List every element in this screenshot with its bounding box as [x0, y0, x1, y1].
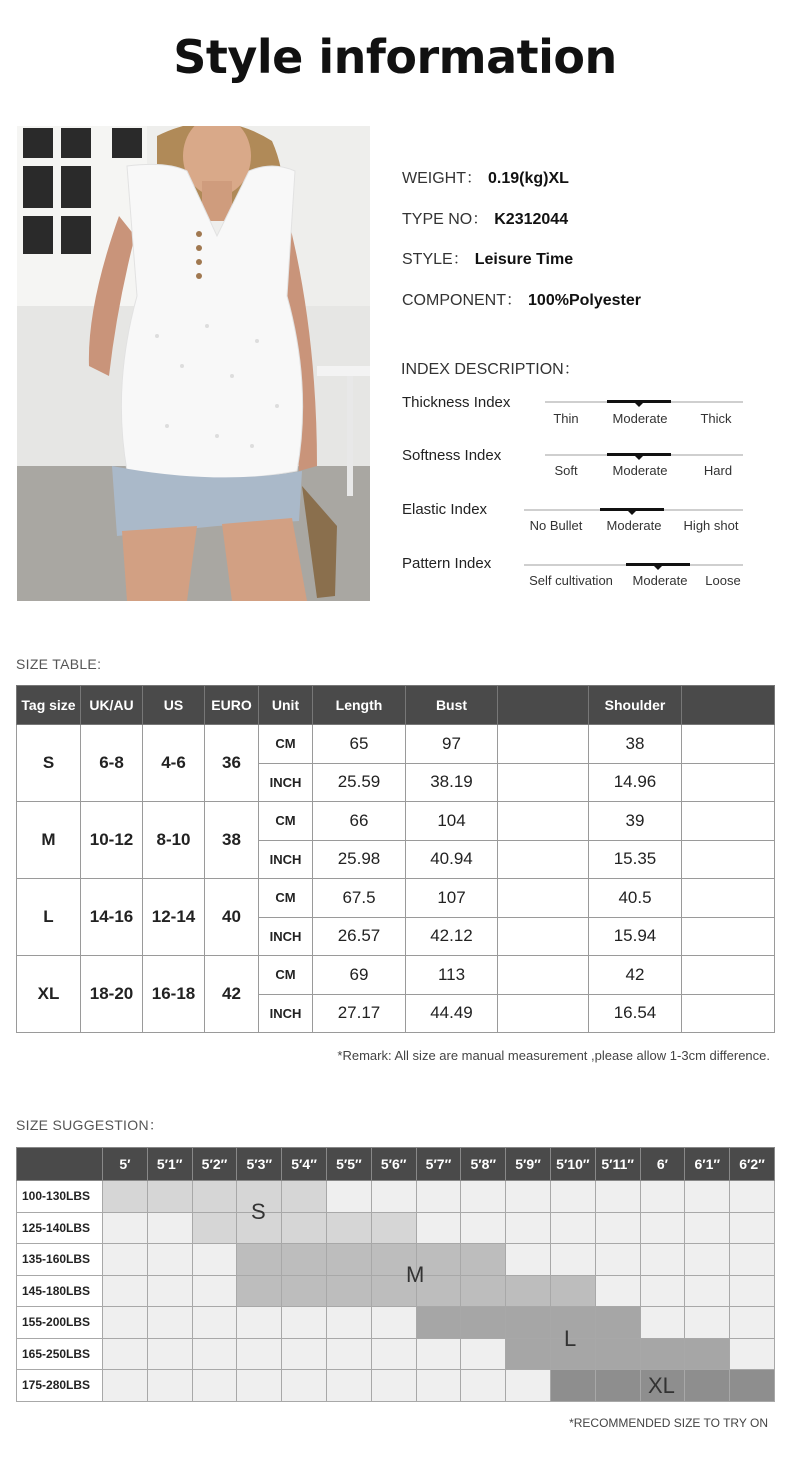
empty-cell — [147, 1212, 192, 1244]
empty-cell — [682, 956, 775, 995]
empty-cell — [498, 763, 589, 802]
pattern-label-self-cultivation: Self cultivation — [529, 573, 613, 588]
header-bust: Bust — [406, 686, 498, 725]
size-zone-l-cell — [506, 1338, 551, 1370]
type-no-value: K2312044 — [494, 211, 569, 228]
unit-cell: INCH — [259, 994, 313, 1033]
empty-cell — [326, 1181, 371, 1213]
empty-cell — [147, 1244, 192, 1276]
empty-cell — [147, 1338, 192, 1370]
empty-cell — [416, 1338, 461, 1370]
size-zone-m-cell — [282, 1244, 327, 1276]
header-corner — [17, 1148, 103, 1181]
header-empty-2 — [682, 686, 775, 725]
empty-cell — [640, 1307, 685, 1339]
empty-cell — [685, 1307, 730, 1339]
softness-label-hard: Hard — [703, 463, 733, 478]
empty-cell — [640, 1212, 685, 1244]
softness-index-name: Softness Index — [402, 447, 502, 464]
table-row — [17, 1338, 775, 1370]
size-zone-s-cell — [103, 1181, 148, 1213]
empty-cell — [103, 1244, 148, 1276]
size-zone-l-cell — [416, 1307, 461, 1339]
size-zone-m-cell — [326, 1275, 371, 1307]
table-row — [17, 1212, 775, 1244]
bust-cell: 40.94 — [406, 840, 498, 879]
elastic-label-no-bullet: No Bullet — [529, 518, 583, 533]
weight-label: 165-250LBS — [17, 1338, 103, 1370]
empty-cell — [730, 1338, 775, 1370]
weight-label: WEIGHT： — [402, 170, 482, 187]
empty-cell — [685, 1181, 730, 1213]
size-table — [16, 685, 775, 1033]
empty-cell — [498, 802, 589, 841]
length-cell: 66 — [313, 802, 406, 841]
pattern-label-moderate: Moderate — [632, 573, 688, 588]
thickness-index-name: Thickness Index — [402, 394, 511, 411]
empty-cell — [237, 1338, 282, 1370]
size-zone-s-cell — [326, 1212, 371, 1244]
length-cell: 69 — [313, 956, 406, 995]
empty-cell — [416, 1212, 461, 1244]
us-cell: 4-6 — [143, 725, 205, 802]
unit-cell: CM — [259, 956, 313, 995]
empty-cell — [147, 1275, 192, 1307]
header-shoulder: Shoulder — [589, 686, 682, 725]
shoulder-cell: 39 — [589, 802, 682, 841]
empty-cell — [682, 802, 775, 841]
size-zone-m-cell — [461, 1275, 506, 1307]
style-line — [402, 246, 573, 269]
euro-cell: 40 — [205, 879, 259, 956]
page-title: Style information — [173, 30, 617, 84]
unit-cell: INCH — [259, 917, 313, 956]
empty-cell — [326, 1307, 371, 1339]
shoulder-cell: 15.94 — [589, 917, 682, 956]
empty-cell — [595, 1212, 640, 1244]
length-cell: 67.5 — [313, 879, 406, 918]
size-table-header — [17, 686, 775, 725]
size-zone-s-cell — [192, 1212, 237, 1244]
empty-cell — [730, 1244, 775, 1276]
empty-cell — [506, 1181, 551, 1213]
unit-cell: CM — [259, 802, 313, 841]
unit-cell: INCH — [259, 840, 313, 879]
empty-cell — [640, 1275, 685, 1307]
empty-cell — [282, 1307, 327, 1339]
weight-line — [402, 165, 569, 188]
height-header: 5′2″ — [192, 1148, 237, 1181]
height-header: 5′4″ — [282, 1148, 327, 1181]
length-cell: 27.17 — [313, 994, 406, 1033]
empty-cell — [682, 879, 775, 918]
unit-cell: INCH — [259, 763, 313, 802]
thickness-label-moderate: Moderate — [612, 411, 668, 426]
measurement-remark: *Remark: All size are manual measurement ,please allow 1-3cm difference. — [337, 1048, 770, 1063]
header-empty-1 — [498, 686, 589, 725]
height-header: 6′1″ — [685, 1148, 730, 1181]
weight-label: 135-160LBS — [17, 1244, 103, 1276]
header-uk-au: UK/AU — [81, 686, 143, 725]
empty-cell — [416, 1370, 461, 1402]
empty-cell — [730, 1181, 775, 1213]
size-zone-m-cell — [506, 1275, 551, 1307]
softness-index-marker — [635, 456, 643, 460]
empty-cell — [103, 1370, 148, 1402]
size-zone-l-cell — [506, 1307, 551, 1339]
thickness-index-marker — [635, 403, 643, 407]
euro-cell: 38 — [205, 802, 259, 879]
us-cell: 8-10 — [143, 802, 205, 879]
pattern-index-name: Pattern Index — [402, 555, 492, 572]
model-illustration — [17, 126, 370, 601]
table-row — [17, 1244, 775, 1276]
uk-cell: 18-20 — [81, 956, 143, 1033]
height-header: 5′1″ — [147, 1148, 192, 1181]
size-zone-l-cell — [685, 1338, 730, 1370]
height-header: 5′8″ — [461, 1148, 506, 1181]
empty-cell — [461, 1212, 506, 1244]
size-zone-s-cell — [282, 1181, 327, 1213]
component-line — [402, 287, 641, 310]
empty-cell — [506, 1212, 551, 1244]
header-tag-size: Tag size — [17, 686, 81, 725]
empty-cell — [461, 1181, 506, 1213]
height-header: 5′7″ — [416, 1148, 461, 1181]
product-photo — [17, 126, 370, 601]
weight-label: 175-280LBS — [17, 1370, 103, 1402]
empty-cell — [498, 725, 589, 764]
weight-label: 155-200LBS — [17, 1307, 103, 1339]
table-row — [17, 1307, 775, 1339]
size-zone-s-cell — [282, 1212, 327, 1244]
height-header: 5′9″ — [506, 1148, 551, 1181]
weight-label: 145-180LBS — [17, 1275, 103, 1307]
thickness-label-thick: Thick — [700, 411, 732, 426]
zone-label-s: S — [251, 1199, 266, 1224]
euro-cell: 36 — [205, 725, 259, 802]
elastic-index-name: Elastic Index — [402, 501, 488, 518]
empty-cell — [498, 994, 589, 1033]
header-euro: EURO — [205, 686, 259, 725]
pattern-index-bar — [524, 564, 743, 566]
empty-cell — [595, 1244, 640, 1276]
size-zone-m-cell — [326, 1244, 371, 1276]
weight-value: 0.19(kg)XL — [488, 170, 569, 187]
style-value: Leisure Time — [474, 251, 574, 268]
unit-cell: CM — [259, 725, 313, 764]
empty-cell — [282, 1370, 327, 1402]
empty-cell — [685, 1244, 730, 1276]
empty-cell — [640, 1181, 685, 1213]
index-description-title: INDEX DESCRIPTION： — [401, 361, 580, 378]
empty-cell — [192, 1244, 237, 1276]
empty-cell — [103, 1338, 148, 1370]
empty-cell — [103, 1212, 148, 1244]
size-suggestion-table — [16, 1147, 775, 1402]
empty-cell — [682, 763, 775, 802]
softness-label-soft: Soft — [554, 463, 578, 478]
table-row — [17, 725, 775, 764]
empty-cell — [371, 1181, 416, 1213]
bust-cell: 107 — [406, 879, 498, 918]
size-zone-s-cell — [147, 1181, 192, 1213]
pattern-label-loose: Loose — [705, 573, 741, 588]
table-row — [17, 956, 775, 995]
size-zone-m-cell — [461, 1244, 506, 1276]
thickness-index-bar — [545, 401, 743, 403]
empty-cell — [416, 1181, 461, 1213]
table-row — [17, 1275, 775, 1307]
recommend-note: *RECOMMENDED SIZE TO TRY ON — [569, 1416, 768, 1430]
empty-cell — [192, 1307, 237, 1339]
softness-index-bar — [545, 454, 743, 456]
empty-cell — [550, 1212, 595, 1244]
empty-cell — [682, 917, 775, 956]
table-row — [17, 1181, 775, 1213]
size-zone-s-cell — [192, 1181, 237, 1213]
length-cell: 25.98 — [313, 840, 406, 879]
size-zone-xl-cell — [685, 1370, 730, 1402]
height-header: 5′6″ — [371, 1148, 416, 1181]
empty-cell — [550, 1244, 595, 1276]
size-table-label: SIZE TABLE: — [16, 656, 102, 672]
header-length: Length — [313, 686, 406, 725]
empty-cell — [326, 1338, 371, 1370]
zone-label-l: L — [564, 1326, 577, 1351]
empty-cell — [498, 840, 589, 879]
empty-cell — [506, 1370, 551, 1402]
height-header: 5′5″ — [326, 1148, 371, 1181]
empty-cell — [506, 1244, 551, 1276]
empty-cell — [371, 1307, 416, 1339]
empty-cell — [595, 1275, 640, 1307]
shoulder-cell: 15.35 — [589, 840, 682, 879]
bust-cell: 97 — [406, 725, 498, 764]
empty-cell — [192, 1338, 237, 1370]
unit-cell: CM — [259, 879, 313, 918]
empty-cell — [498, 879, 589, 918]
size-zone-xl-cell — [730, 1370, 775, 1402]
empty-cell — [730, 1307, 775, 1339]
size-zone-l-cell — [595, 1338, 640, 1370]
empty-cell — [682, 725, 775, 764]
size-zone-m-cell — [282, 1275, 327, 1307]
empty-cell — [282, 1338, 327, 1370]
empty-cell — [326, 1370, 371, 1402]
tag-size-cell: XL — [17, 956, 81, 1033]
bust-cell: 104 — [406, 802, 498, 841]
type-no-line — [402, 206, 568, 229]
empty-cell — [371, 1370, 416, 1402]
empty-cell — [685, 1275, 730, 1307]
height-header: 5′10″ — [550, 1148, 595, 1181]
uk-cell: 6-8 — [81, 725, 143, 802]
bust-cell: 42.12 — [406, 917, 498, 956]
empty-cell — [550, 1181, 595, 1213]
height-header: 6′ — [640, 1148, 685, 1181]
height-header: 5′11″ — [595, 1148, 640, 1181]
tag-size-cell: S — [17, 725, 81, 802]
size-suggestion-label: SIZE SUGGESTION： — [16, 1117, 164, 1133]
style-label: STYLE： — [402, 251, 469, 268]
elastic-index-marker — [628, 511, 636, 515]
empty-cell — [371, 1338, 416, 1370]
weight-label: 125-140LBS — [17, 1212, 103, 1244]
size-zone-s-cell — [371, 1212, 416, 1244]
shoulder-cell: 40.5 — [589, 879, 682, 918]
type-no-label: TYPE NO： — [402, 211, 489, 228]
size-zone-m-cell — [550, 1275, 595, 1307]
us-cell: 16-18 — [143, 956, 205, 1033]
height-header: 5′3″ — [237, 1148, 282, 1181]
empty-cell — [461, 1338, 506, 1370]
size-zone-l-cell — [640, 1338, 685, 1370]
height-header: 5′ — [103, 1148, 148, 1181]
size-zone-m-cell — [237, 1275, 282, 1307]
softness-label-moderate: Moderate — [612, 463, 668, 478]
empty-cell — [103, 1275, 148, 1307]
size-zone-m-cell — [237, 1244, 282, 1276]
empty-cell — [730, 1275, 775, 1307]
empty-cell — [237, 1370, 282, 1402]
size-suggestion-header — [17, 1148, 775, 1181]
euro-cell: 42 — [205, 956, 259, 1033]
shoulder-cell: 14.96 — [589, 763, 682, 802]
pattern-index-marker — [654, 566, 662, 570]
component-label: COMPONENT： — [402, 292, 523, 309]
bust-cell: 38.19 — [406, 763, 498, 802]
size-zone-l-cell — [595, 1307, 640, 1339]
shoulder-cell: 42 — [589, 956, 682, 995]
size-zone-xl-cell — [595, 1370, 640, 1402]
empty-cell — [595, 1181, 640, 1213]
empty-cell — [682, 994, 775, 1033]
empty-cell — [498, 956, 589, 995]
weight-label: 100-130LBS — [17, 1181, 103, 1213]
zone-label-m: M — [406, 1262, 425, 1287]
empty-cell — [682, 840, 775, 879]
length-cell: 65 — [313, 725, 406, 764]
size-zone-xl-cell — [550, 1370, 595, 1402]
shoulder-cell: 38 — [589, 725, 682, 764]
shoulder-cell: 16.54 — [589, 994, 682, 1033]
empty-cell — [147, 1370, 192, 1402]
tag-size-cell: M — [17, 802, 81, 879]
length-cell: 26.57 — [313, 917, 406, 956]
bust-cell: 44.49 — [406, 994, 498, 1033]
empty-cell — [461, 1370, 506, 1402]
elastic-label-high-shot: High shot — [683, 518, 739, 533]
header-us: US — [143, 686, 205, 725]
empty-cell — [192, 1370, 237, 1402]
height-header: 6′2″ — [730, 1148, 775, 1181]
empty-cell — [640, 1244, 685, 1276]
uk-cell: 10-12 — [81, 802, 143, 879]
empty-cell — [498, 917, 589, 956]
elastic-index-bar — [524, 509, 743, 511]
us-cell: 12-14 — [143, 879, 205, 956]
zone-label-xl: XL — [648, 1373, 675, 1398]
bust-cell: 113 — [406, 956, 498, 995]
table-row — [17, 802, 775, 841]
uk-cell: 14-16 — [81, 879, 143, 956]
component-value: 100%Polyester — [528, 292, 641, 309]
empty-cell — [192, 1275, 237, 1307]
empty-cell — [730, 1212, 775, 1244]
table-row — [17, 879, 775, 918]
empty-cell — [103, 1307, 148, 1339]
header-unit: Unit — [259, 686, 313, 725]
empty-cell — [147, 1307, 192, 1339]
size-zone-l-cell — [461, 1307, 506, 1339]
empty-cell — [685, 1212, 730, 1244]
tag-size-cell: L — [17, 879, 81, 956]
elastic-label-moderate: Moderate — [606, 518, 662, 533]
length-cell: 25.59 — [313, 763, 406, 802]
thickness-label-thin: Thin — [553, 411, 579, 426]
empty-cell — [237, 1307, 282, 1339]
